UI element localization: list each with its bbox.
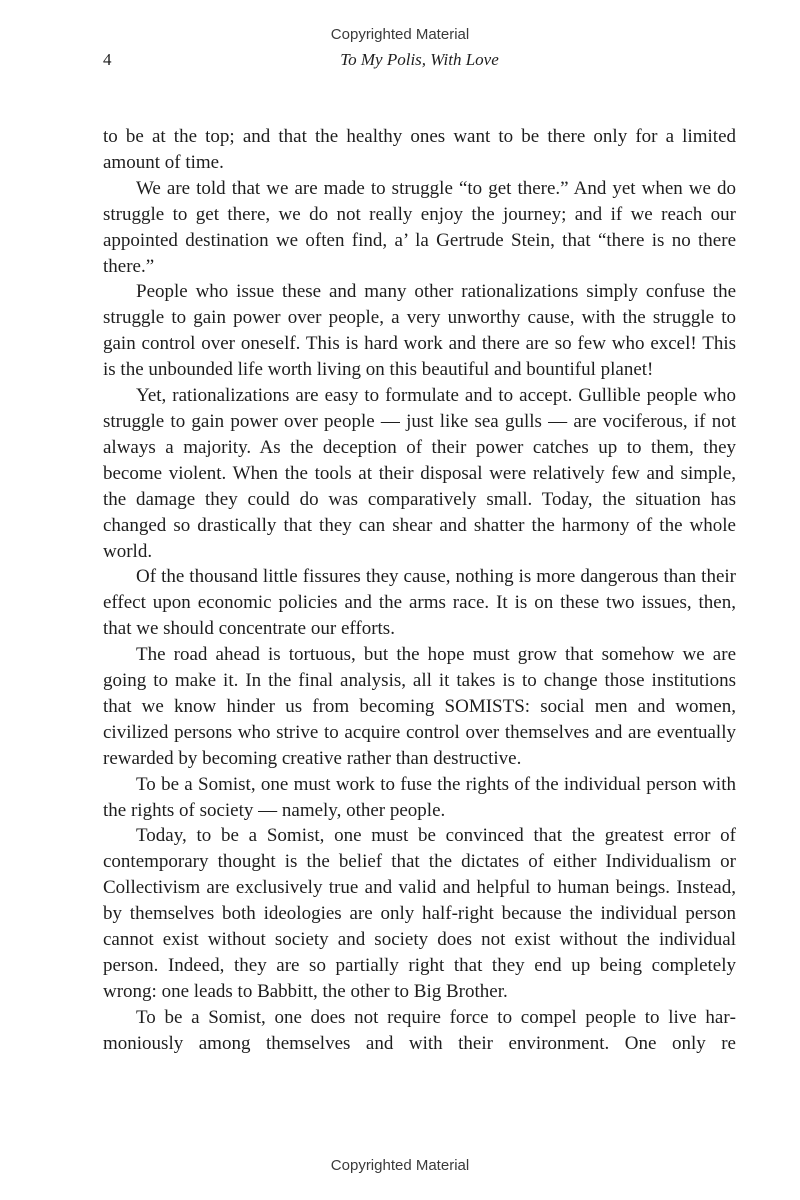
paragraph-6-after: : social men and women, civilized persons who strive to acquire control over themselves and are eventually rewarded by becoming creative rather than destructive. (103, 695, 736, 769)
paragraph-5: Of the thousand little fissures they cause, nothing is more dangerous than their effect upon economic policies and the arms race. It is on these two issues, then, that we should concentrate our efforts. (103, 566, 736, 640)
body-text (103, 124, 736, 1057)
copyright-watermark-top: Copyrighted Material (330, 26, 470, 43)
paragraph-6-before: The road ahead is tortuous, but the hope must grow that somehow we are going to make it. In the final analysis, all it takes is to change those institutions that we know hinder us from becoming (103, 644, 736, 717)
paragraph-2: We are told that we are made to struggle “to get there.” And yet when we do struggle to get there, we do not really enjoy the journey; and if we reach our appointed destination we often find, a’ la Gertrude Stein, that “there is no there there.” (103, 177, 736, 277)
running-title: To My Polis, With Love (340, 50, 499, 69)
somists-term: SOMISTS (444, 695, 525, 717)
paragraph-1: to be at the top; and that the healthy ones want to be there only for a limited amount of time. (103, 126, 736, 173)
paragraph-6 (103, 642, 736, 772)
copyright-watermark-bottom: Copyrighted Material (330, 1157, 470, 1174)
paragraph-4: Yet, rationalizations are easy to formulate and to accept. Gullible people who struggle to gain power over people — just like sea gulls — are vociferous, if not always a majority. As the deception of their power catches up to them, they become violent. When the tools at their disposal were relatively few and simple, the damage they could do was comparatively small. Today, the situation has changed so drastically that they can shear and shatter the harmony of the whole world. (103, 385, 736, 562)
paragraph-9: To be a Somist, one does not require force to compel people to live harmoniously among themselves and with their environment. One only re (103, 1006, 736, 1054)
paragraph-8: Today, to be a Somist, one must be convinced that the greatest error of contemporary thought is the belief that the dictates of either Individualism or Collectivism are exclusively true and valid and helpful to human beings. Instead, by themselves both ideologies are only half-right because the individual person cannot exist without society and society does not exist without the individual person. Indeed, they are so partially right that they end up being completely wrong: one leads to Babbitt, the other to Big Brother. (103, 825, 736, 1002)
paragraph-3: People who issue these and many other rationalizations simply confuse the struggle to gain power over people, a very unworthy cause, with the struggle to gain control over oneself. This is hard work and there are so few who excel! This is the unbounded life worth living on this beautiful and bountiful planet! (103, 281, 736, 381)
page-number: 4 (103, 50, 112, 69)
running-header (103, 50, 736, 74)
paragraph-7: To be a Somist, one must work to fuse the rights of the individual person with the rights of society — namely, other people. (103, 773, 736, 821)
